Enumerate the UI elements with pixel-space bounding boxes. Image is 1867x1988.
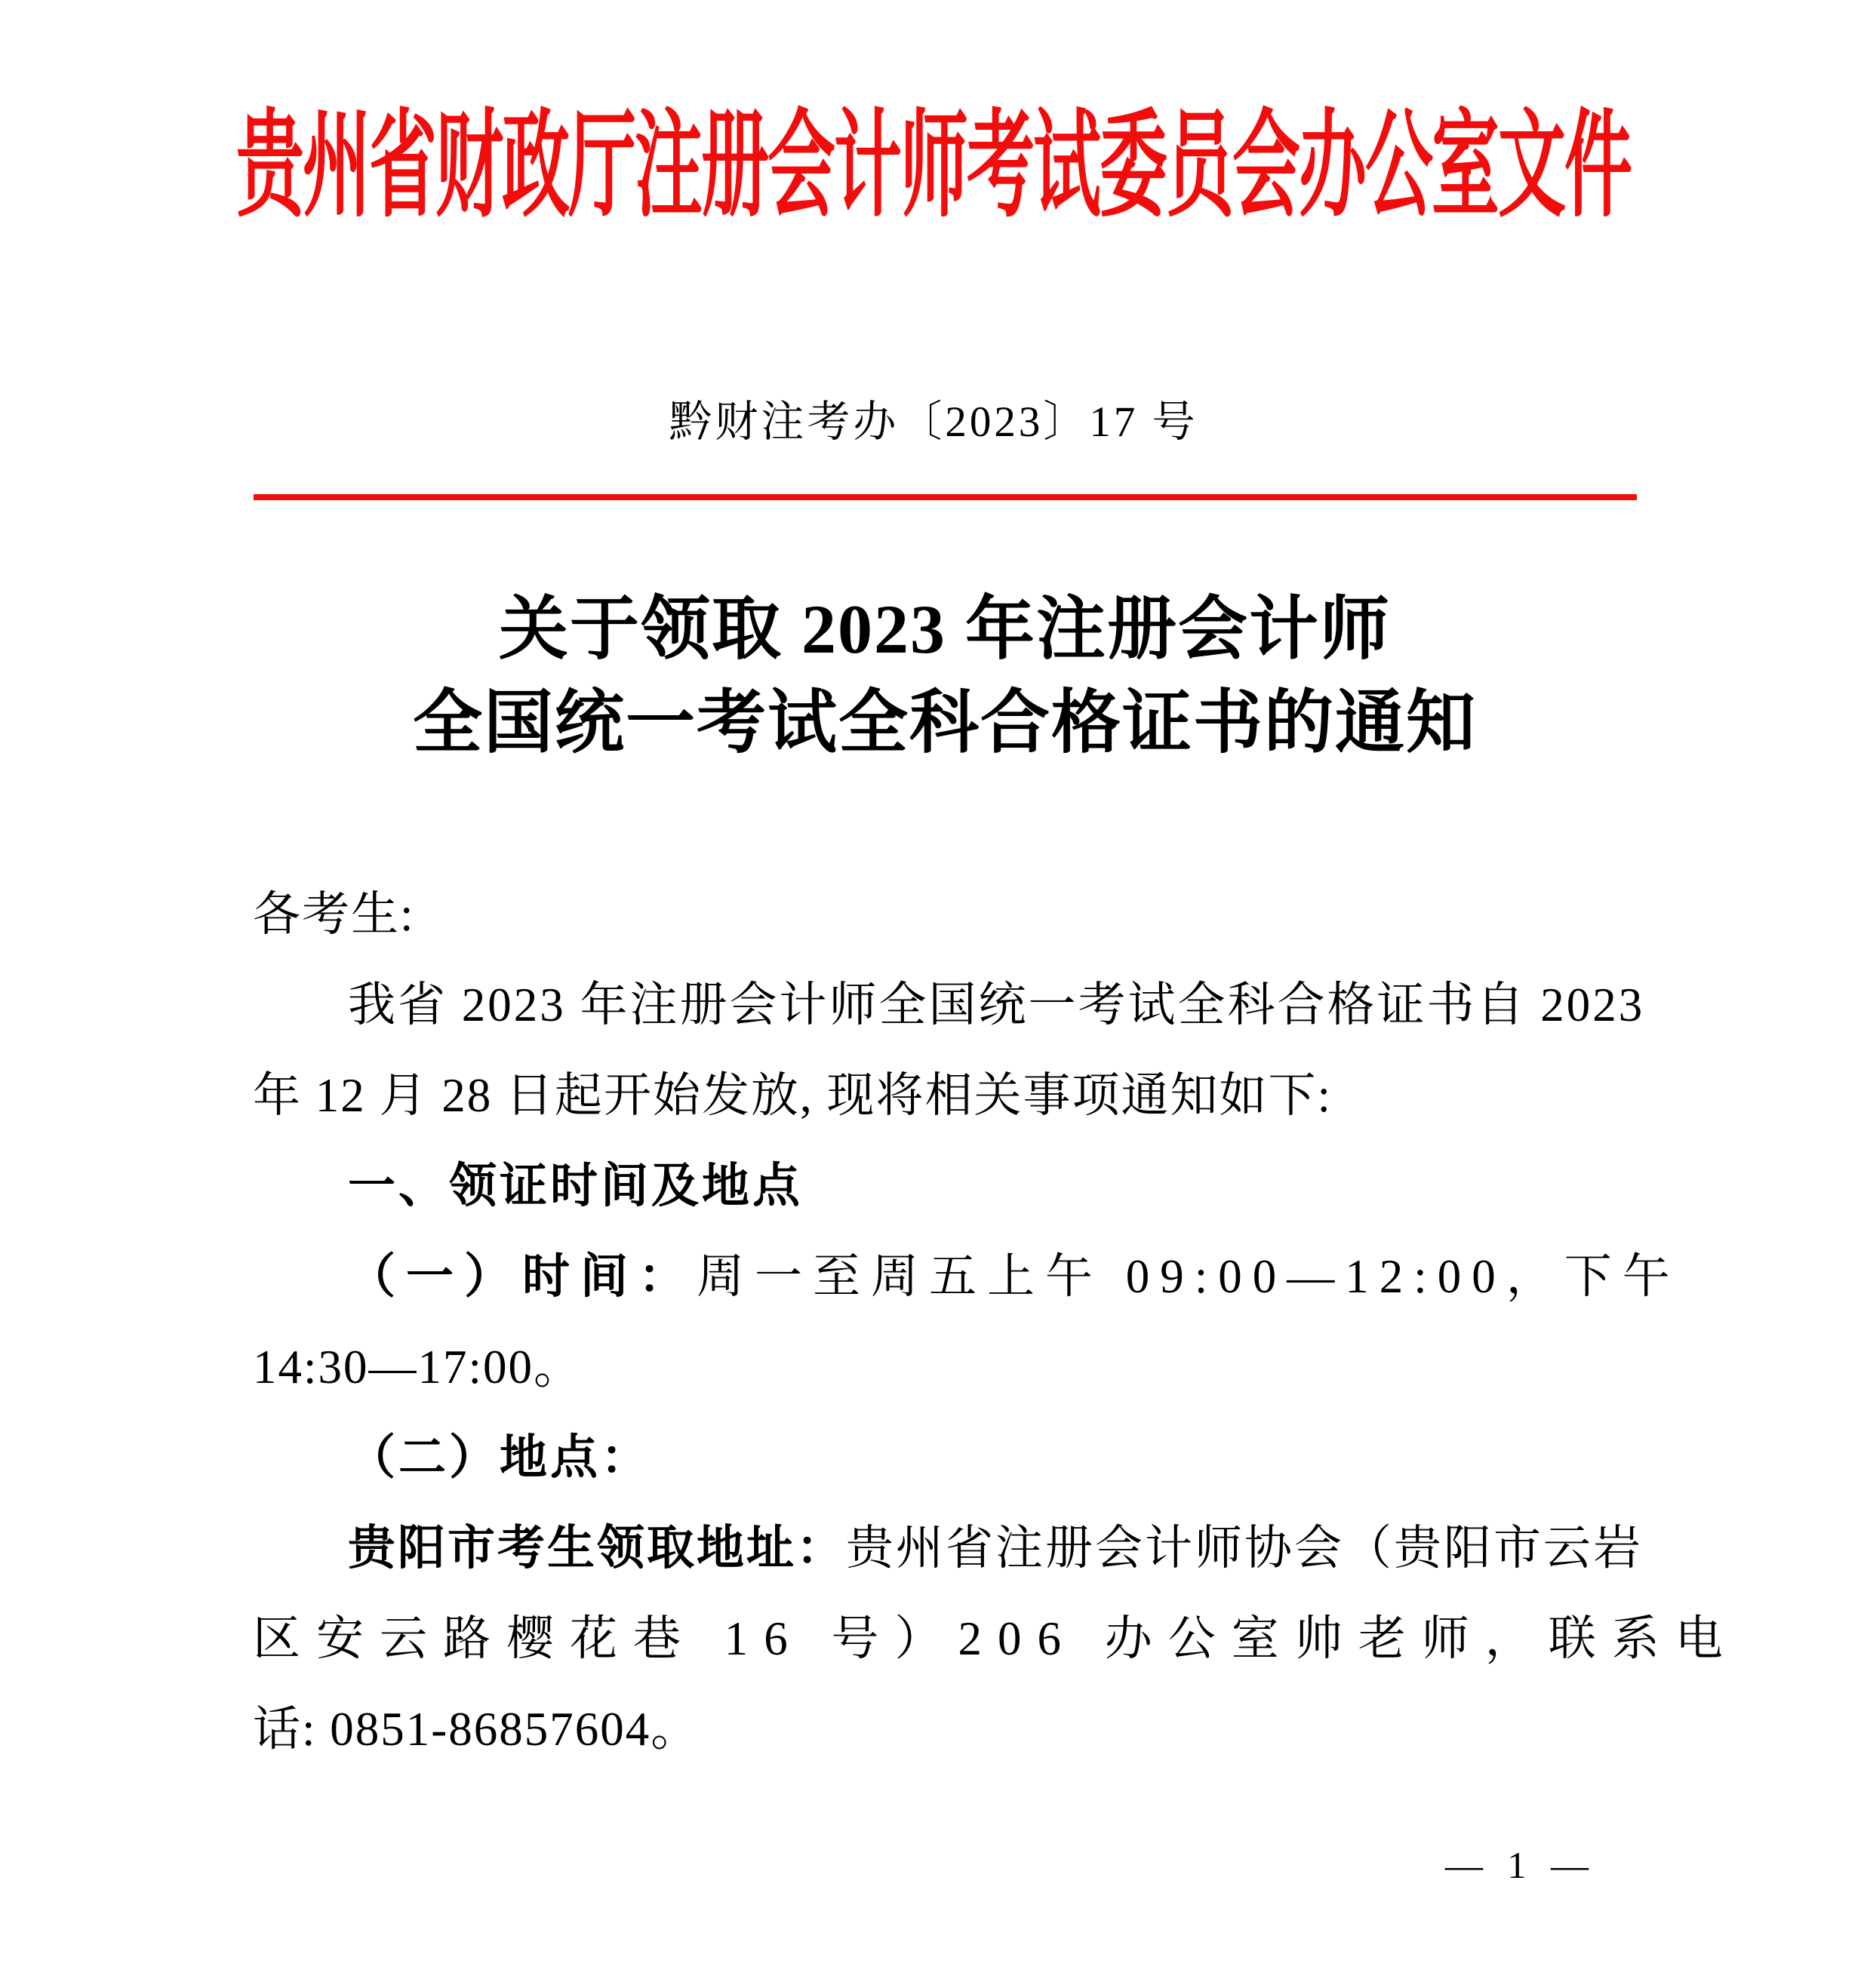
notice-title-line2: 全国统一考试全科合格证书的通知 — [412, 684, 1477, 761]
paragraph-certificate-line2: 年 12 月 28 日起开始发放, 现将相关事项通知如下: — [253, 1069, 1333, 1122]
document-body — [253, 869, 1739, 1774]
address-line2: 区安云路樱花巷 16 号）206 办公室帅老师，联系电 — [253, 1612, 1739, 1665]
address-line1 — [253, 1503, 1643, 1593]
item-time-line — [253, 1231, 1681, 1322]
notice-title-line1: 关于领取 2023 年注册会计师 — [498, 591, 1391, 668]
document-reference-number: 黔财注考办〔2023〕17 号 — [669, 398, 1198, 446]
salutation: 各考生: — [253, 888, 415, 941]
item-time-continuation: 14:30—17:00。 — [253, 1341, 583, 1393]
red-separator-line — [254, 494, 1637, 500]
item-time-text: 周一至周五上午 09:00—12:00，下午 — [697, 1250, 1681, 1303]
address-line3-phone: 话: 0851-86857604。 — [253, 1703, 700, 1756]
page-number: — 1 — — [1445, 1844, 1596, 1886]
notice-title — [253, 582, 1637, 770]
address-text: 贵州省注册会计师协会（贵阳市云岩 — [846, 1522, 1643, 1575]
paragraph-certificate-line1: 我省 2023 年注册会计师全国统一考试全科合格证书自 2023 — [348, 979, 1645, 1031]
red-letterhead-title: 贵州省财政厅注册会计师考试委员会办公室文件 — [236, 103, 1631, 232]
address-label: 贵阳市考生领取地址： — [348, 1522, 846, 1575]
section-heading-time-and-place: 一、领证时间及地点 — [348, 1160, 803, 1212]
item-time-label: （一）时间： — [348, 1250, 697, 1303]
item-location-label: （二）地点： — [348, 1431, 651, 1484]
